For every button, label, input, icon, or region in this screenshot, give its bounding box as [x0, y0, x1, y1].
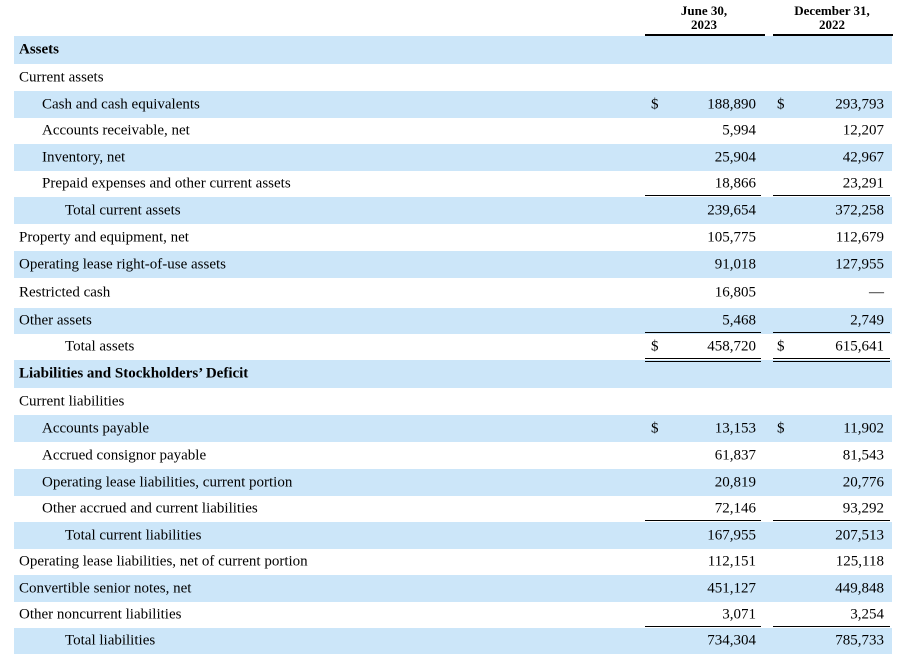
row-label: Operating lease right-of-use assets — [19, 256, 227, 272]
value-june-2023: 91,018 — [714, 256, 756, 272]
table-row — [14, 415, 892, 442]
currency-symbol: $ — [651, 96, 659, 112]
row-label: Total assets — [65, 338, 135, 355]
table-row — [14, 278, 892, 308]
currency-symbol: $ — [777, 420, 785, 436]
table-row — [14, 334, 892, 360]
table-row — [14, 442, 892, 469]
column-header-line-2: 2022 — [819, 17, 845, 32]
row-label: Assets — [19, 41, 59, 58]
value-december-2022: 11,902 — [843, 420, 884, 436]
value-june-2023: 112,151 — [707, 553, 756, 570]
value-december-2022: 20,776 — [842, 474, 884, 490]
column-header-line-1: December 31, — [794, 3, 870, 18]
currency-symbol: $ — [777, 338, 785, 355]
value-june-2023: 13,153 — [714, 420, 756, 436]
row-label: Operating lease liabilities, net of current portion — [19, 553, 308, 570]
subtotal-rule — [645, 520, 761, 521]
subtotal-rule — [645, 195, 761, 196]
row-label: Other noncurrent liabilities — [19, 606, 182, 623]
value-june-2023: 72,146 — [714, 500, 756, 517]
row-label: Cash and cash equivalents — [42, 96, 200, 112]
row-label: Prepaid expenses and other current assets — [42, 175, 291, 192]
value-december-2022: 372,258 — [835, 202, 884, 218]
value-june-2023: 20,819 — [714, 474, 756, 490]
value-december-2022: 12,207 — [842, 122, 884, 139]
value-december-2022: 127,955 — [835, 256, 884, 272]
table-row — [14, 628, 892, 654]
value-december-2022: 3,254 — [850, 606, 884, 623]
row-label: Restricted cash — [19, 284, 111, 301]
column-header-december-2022 — [767, 4, 897, 32]
column-header-june-2023 — [639, 4, 769, 32]
row-label: Liabilities and Stockholders’ Deficit — [19, 365, 249, 382]
row-label: Current liabilities — [19, 393, 125, 409]
subtotal-rule — [645, 626, 761, 627]
row-label: Accounts payable — [42, 420, 150, 436]
table-row — [14, 469, 892, 496]
value-june-2023: 167,955 — [707, 527, 756, 543]
value-december-2022: 785,733 — [835, 632, 884, 649]
table-row — [14, 602, 892, 628]
row-label: Convertible senior notes, net — [19, 580, 192, 596]
table-row — [14, 91, 892, 118]
table-row — [14, 388, 892, 415]
column-header-line-1: June 30, — [680, 3, 728, 18]
value-december-2022: 23,291 — [842, 175, 884, 192]
value-june-2023: 451,127 — [707, 580, 756, 596]
value-december-2022: 2,749 — [850, 312, 884, 329]
value-december-2022: 93,292 — [842, 500, 884, 517]
value-june-2023: 16,805 — [714, 284, 756, 301]
value-december-2022: 81,543 — [842, 447, 884, 463]
table-row — [14, 575, 892, 602]
table-row — [14, 64, 892, 91]
total-double-rule — [645, 358, 761, 362]
currency-symbol: $ — [651, 420, 659, 436]
value-december-2022: 449,848 — [835, 580, 884, 596]
column-header-line-2: 2023 — [691, 17, 717, 32]
value-december-2022: 42,967 — [842, 149, 884, 165]
value-june-2023: 105,775 — [707, 229, 756, 245]
value-june-2023: 3,071 — [722, 606, 756, 623]
value-june-2023: 239,654 — [707, 202, 756, 218]
table-row — [14, 360, 892, 388]
table-row — [14, 36, 892, 64]
table-row — [14, 251, 892, 278]
table-row — [14, 496, 892, 522]
table-row — [14, 522, 892, 549]
table-row — [14, 308, 892, 334]
value-june-2023: 18,866 — [714, 175, 756, 192]
value-june-2023: 5,994 — [722, 122, 756, 139]
table-row — [14, 224, 892, 251]
value-december-2022: — — [869, 284, 884, 301]
row-label: Total current liabilities — [65, 527, 202, 543]
value-june-2023: 25,904 — [714, 149, 756, 165]
subtotal-rule — [773, 332, 890, 333]
row-label: Other assets — [19, 312, 92, 329]
value-june-2023: 61,837 — [714, 447, 756, 463]
table-row — [14, 118, 892, 144]
currency-symbol: $ — [777, 96, 785, 112]
value-december-2022: 207,513 — [835, 527, 884, 543]
currency-symbol: $ — [651, 338, 659, 355]
value-june-2023: 5,468 — [722, 312, 756, 329]
row-label: Total liabilities — [65, 632, 156, 649]
row-label: Current assets — [19, 69, 104, 85]
table-row — [14, 197, 892, 224]
total-double-rule — [773, 358, 890, 362]
table-row — [14, 171, 892, 197]
row-label: Other accrued and current liabilities — [42, 500, 258, 517]
subtotal-rule — [773, 626, 890, 627]
value-june-2023: 734,304 — [707, 632, 756, 649]
value-june-2023: 188,890 — [707, 96, 756, 112]
row-label: Operating lease liabilities, current portion — [42, 474, 293, 490]
value-december-2022: 125,118 — [835, 553, 884, 570]
row-label: Accounts receivable, net — [42, 122, 190, 139]
value-december-2022: 293,793 — [835, 96, 884, 112]
table-row — [14, 549, 892, 575]
table-row — [14, 144, 892, 171]
value-december-2022: 615,641 — [835, 338, 884, 355]
row-label: Inventory, net — [42, 149, 126, 165]
subtotal-rule — [645, 332, 761, 333]
row-label: Accrued consignor payable — [42, 447, 207, 463]
value-december-2022: 112,679 — [835, 229, 884, 245]
value-june-2023: 458,720 — [707, 338, 756, 355]
subtotal-rule — [773, 520, 890, 521]
subtotal-rule — [773, 195, 890, 196]
row-label: Property and equipment, net — [19, 229, 189, 245]
row-label: Total current assets — [65, 202, 181, 218]
